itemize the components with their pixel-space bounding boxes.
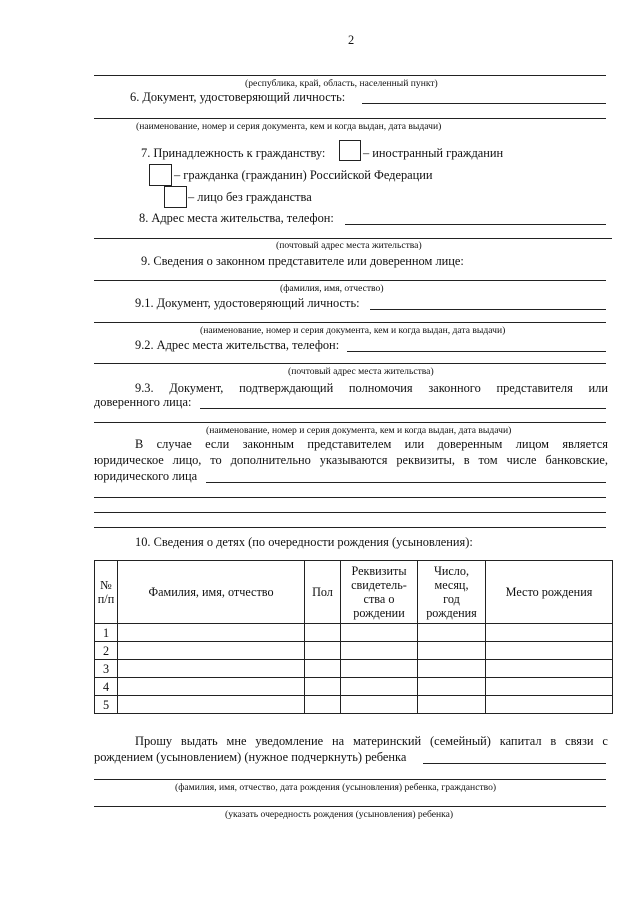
s93-word: представителя xyxy=(496,381,573,395)
legal-field-3[interactable] xyxy=(94,512,606,513)
legal-word: представителем xyxy=(307,437,392,451)
header-dob-line: Число, xyxy=(433,564,470,578)
legal-word: в xyxy=(463,453,470,467)
s6-field[interactable] xyxy=(362,103,606,104)
row-num: 5 xyxy=(95,696,118,714)
row-num: 1 xyxy=(95,624,118,642)
s8-caption: (почтовый адрес места жительства) xyxy=(276,240,422,251)
opt-foreign-label: – иностранный гражданин xyxy=(363,146,504,160)
row-num: 2 xyxy=(95,642,118,660)
cell-place[interactable] xyxy=(486,678,613,696)
header-cert-line: свидетель- xyxy=(351,578,407,592)
s93-word: 9.3. xyxy=(135,381,154,395)
s7-label: 7. Принадлежность к гражданству: xyxy=(141,146,326,160)
table-row xyxy=(95,696,613,714)
request-word: уведомление xyxy=(255,734,324,748)
cell-sex[interactable] xyxy=(305,696,341,714)
legal-word: В xyxy=(135,437,144,451)
s6-label: 6. Документ, удостоверяющий личность: xyxy=(130,90,346,104)
request-word: на xyxy=(332,734,345,748)
request-line1 xyxy=(135,734,608,749)
s10-label: 10. Сведения о детях (по очередности рождения (усыновления): xyxy=(135,535,473,549)
request-word: выдать xyxy=(180,734,218,748)
s93-word: подтверждающий xyxy=(239,381,334,395)
table-row xyxy=(95,678,613,696)
cell-cert[interactable] xyxy=(341,660,418,678)
s8-field[interactable] xyxy=(345,224,606,225)
s91-field-2[interactable] xyxy=(94,322,606,323)
legal-word: законным xyxy=(242,437,294,451)
children-table-header xyxy=(95,561,613,624)
legal-line2 xyxy=(94,453,608,468)
legal-line3: юридического лица xyxy=(94,469,198,483)
cell-place[interactable] xyxy=(486,660,613,678)
request-caption-2: (указать очередность рождения (усыновления) ребенка) xyxy=(225,809,454,820)
cell-place[interactable] xyxy=(486,624,613,642)
region-caption: (республика, край, область, населенный пункт) xyxy=(245,78,438,89)
request-line2: рождением (усыновлением) (нужное подчеркнуть) ребенка xyxy=(94,750,407,764)
header-cert-line: Реквизиты xyxy=(351,564,407,578)
request-caption-1: (фамилия, имя, отчество, дата рождения (усыновления) ребенка, гражданство) xyxy=(175,782,497,793)
table-row xyxy=(95,660,613,678)
cell-place[interactable] xyxy=(486,642,613,660)
checkbox-rf[interactable] xyxy=(149,164,172,186)
cell-sex[interactable] xyxy=(305,624,341,642)
checkbox-stateless[interactable] xyxy=(164,186,187,208)
header-dob-line: месяц, xyxy=(434,578,469,592)
s91-field[interactable] xyxy=(370,309,606,310)
cell-cert[interactable] xyxy=(341,696,418,714)
s6-field-2[interactable] xyxy=(94,118,606,119)
request-field-3[interactable] xyxy=(94,806,606,807)
legal-word: случае xyxy=(156,437,192,451)
s9-label: 9. Сведения о законном представителе или доверенном лице: xyxy=(141,254,464,268)
cell-cert[interactable] xyxy=(341,624,418,642)
s93-line1 xyxy=(135,381,608,396)
legal-word: юридическое xyxy=(94,453,164,467)
cell-sex[interactable] xyxy=(305,660,341,678)
cell-cert[interactable] xyxy=(341,642,418,660)
row-num: 4 xyxy=(95,678,118,696)
header-cert-line: ства о xyxy=(363,592,395,606)
cell-name[interactable] xyxy=(118,642,305,660)
s93-line2: доверенного лица: xyxy=(94,395,192,409)
request-word: материнский xyxy=(353,734,422,748)
cell-place[interactable] xyxy=(486,696,613,714)
opt-stateless-label: – лицо без гражданства xyxy=(188,190,312,204)
legal-word: лицо, xyxy=(172,453,202,467)
legal-word: дополнительно xyxy=(230,453,311,467)
request-word: (семейный) xyxy=(429,734,491,748)
s93-field[interactable] xyxy=(200,408,606,409)
cell-name[interactable] xyxy=(118,696,305,714)
legal-word: числе xyxy=(506,453,537,467)
s93-field-2[interactable] xyxy=(94,422,606,423)
s9-field[interactable] xyxy=(94,280,606,281)
legal-word: реквизиты, xyxy=(396,453,455,467)
request-word: Прошу xyxy=(135,734,173,748)
legal-word: или xyxy=(404,437,425,451)
request-word: в xyxy=(550,734,557,748)
row-num: 3 xyxy=(95,660,118,678)
header-num xyxy=(95,561,118,624)
s8-label: 8. Адрес места жительства, телефон: xyxy=(139,211,334,225)
header-cert-line: рождении xyxy=(353,606,405,620)
checkbox-foreign[interactable] xyxy=(339,140,361,161)
s93-word: полномочия xyxy=(348,381,413,395)
header-cert xyxy=(341,561,418,624)
s92-field-2[interactable] xyxy=(94,363,606,364)
legal-field[interactable] xyxy=(206,482,606,483)
request-field-2[interactable] xyxy=(94,779,606,780)
legal-line1 xyxy=(135,437,608,452)
header-name: Фамилия, имя, отчество xyxy=(118,561,305,624)
request-word: связи xyxy=(565,734,594,748)
request-word: мне xyxy=(226,734,247,748)
request-word: с xyxy=(602,734,608,748)
legal-word: то xyxy=(210,453,222,467)
header-num-line: п/п xyxy=(97,592,115,606)
s6-caption: (наименование, номер и серия документа, кем и когда выдан, дата выдачи) xyxy=(136,121,442,132)
s92-caption: (почтовый адрес места жительства) xyxy=(288,366,434,377)
legal-word: является xyxy=(562,437,608,451)
legal-field-2[interactable] xyxy=(94,497,606,498)
s91-caption: (наименование, номер и серия документа, кем и когда выдан, дата выдачи) xyxy=(200,325,506,336)
s92-label: 9.2. Адрес места жительства, телефон: xyxy=(135,338,340,352)
table-row xyxy=(95,624,613,642)
cell-name[interactable] xyxy=(118,624,305,642)
cell-sex[interactable] xyxy=(305,642,341,660)
cell-name[interactable] xyxy=(118,660,305,678)
cell-dob[interactable] xyxy=(418,660,486,678)
cell-name[interactable] xyxy=(118,678,305,696)
request-field[interactable] xyxy=(423,763,606,764)
s9-caption: (фамилия, имя, отчество) xyxy=(280,283,384,294)
s93-word: законного xyxy=(428,381,481,395)
legal-word: указываются xyxy=(319,453,388,467)
header-place: Место рождения xyxy=(486,561,613,624)
header-dob-line: рождения xyxy=(426,606,477,620)
page-number: 2 xyxy=(348,33,355,47)
legal-word: доверенным xyxy=(437,437,503,451)
s93-word: Документ, xyxy=(169,381,224,395)
legal-word: если xyxy=(205,437,230,451)
header-sex: Пол xyxy=(305,561,341,624)
cell-dob[interactable] xyxy=(418,624,486,642)
region-line[interactable] xyxy=(94,75,606,76)
cell-dob[interactable] xyxy=(418,642,486,660)
legal-word: том xyxy=(478,453,498,467)
s93-caption: (наименование, номер и серия документа, кем и когда выдан, дата выдачи) xyxy=(206,425,512,436)
cell-dob[interactable] xyxy=(418,678,486,696)
cell-sex[interactable] xyxy=(305,678,341,696)
s8-field-2[interactable] xyxy=(94,238,612,239)
children-table xyxy=(94,560,613,714)
s91-label: 9.1. Документ, удостоверяющий личность: xyxy=(135,296,360,310)
header-dob-line: год xyxy=(443,592,460,606)
request-word: капитал xyxy=(499,734,542,748)
cell-dob[interactable] xyxy=(418,696,486,714)
s92-field[interactable] xyxy=(347,351,606,352)
s93-word: или xyxy=(588,381,608,395)
cell-cert[interactable] xyxy=(341,678,418,696)
header-dob xyxy=(418,561,486,624)
legal-field-4[interactable] xyxy=(94,527,606,528)
table-row xyxy=(95,642,613,660)
opt-rf-label: – гражданка (гражданин) Российской Федерации xyxy=(174,168,433,182)
legal-word: лицом xyxy=(515,437,549,451)
header-num-line: № xyxy=(100,578,112,592)
legal-word: банковские, xyxy=(545,453,608,467)
